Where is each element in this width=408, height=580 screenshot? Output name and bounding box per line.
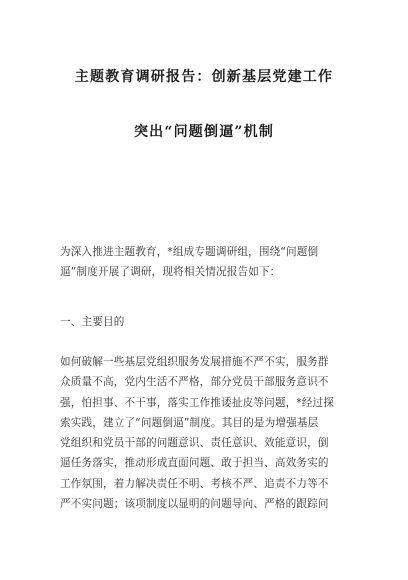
text-line: 为深入推进主题教育，*组成专题调研组，围绕“问题倒 [60, 246, 319, 258]
text-line: 众质量不高，党内生活不严格，部分党员干部服务意识不 [60, 376, 329, 389]
text-line: 索实践，建立了“问题倒逼”制度。其目的是为增强基层 [60, 416, 319, 429]
section-heading [60, 312, 350, 332]
text-line: 如何破解一些基层党组织服务发展措施不严不实，服务群 [60, 356, 329, 368]
text-line: 工作氛围，着力解决责任不明、考核不严、追责不力等不 [60, 477, 329, 490]
intro-paragraph [60, 242, 350, 283]
text-line: 严不实问题；该项制度以显明的问题导向、严格的跟踪问 [60, 498, 329, 511]
document-title-line-2: 突出“问题倒逼”机制 [133, 124, 275, 140]
section-body-paragraph [60, 352, 350, 514]
text-line: 逼任务落实，推动形成直面问题、敢于担当、高效务实的 [60, 457, 329, 470]
text-line: 党组织和党员干部的问题意识、责任意识、效能意识，倒 [60, 437, 329, 450]
text-line: 强，怕担事、不干事，落实工作推诿扯皮等问题，*经过探 [60, 396, 335, 409]
text-line: 逼”制度开展了调研，现将相关情况报告如下： [60, 266, 281, 279]
document-title-line-1: 主题教育调研报告：创新基层党建工作 [74, 69, 334, 85]
section-heading-text: 一、主要目的 [60, 316, 125, 328]
